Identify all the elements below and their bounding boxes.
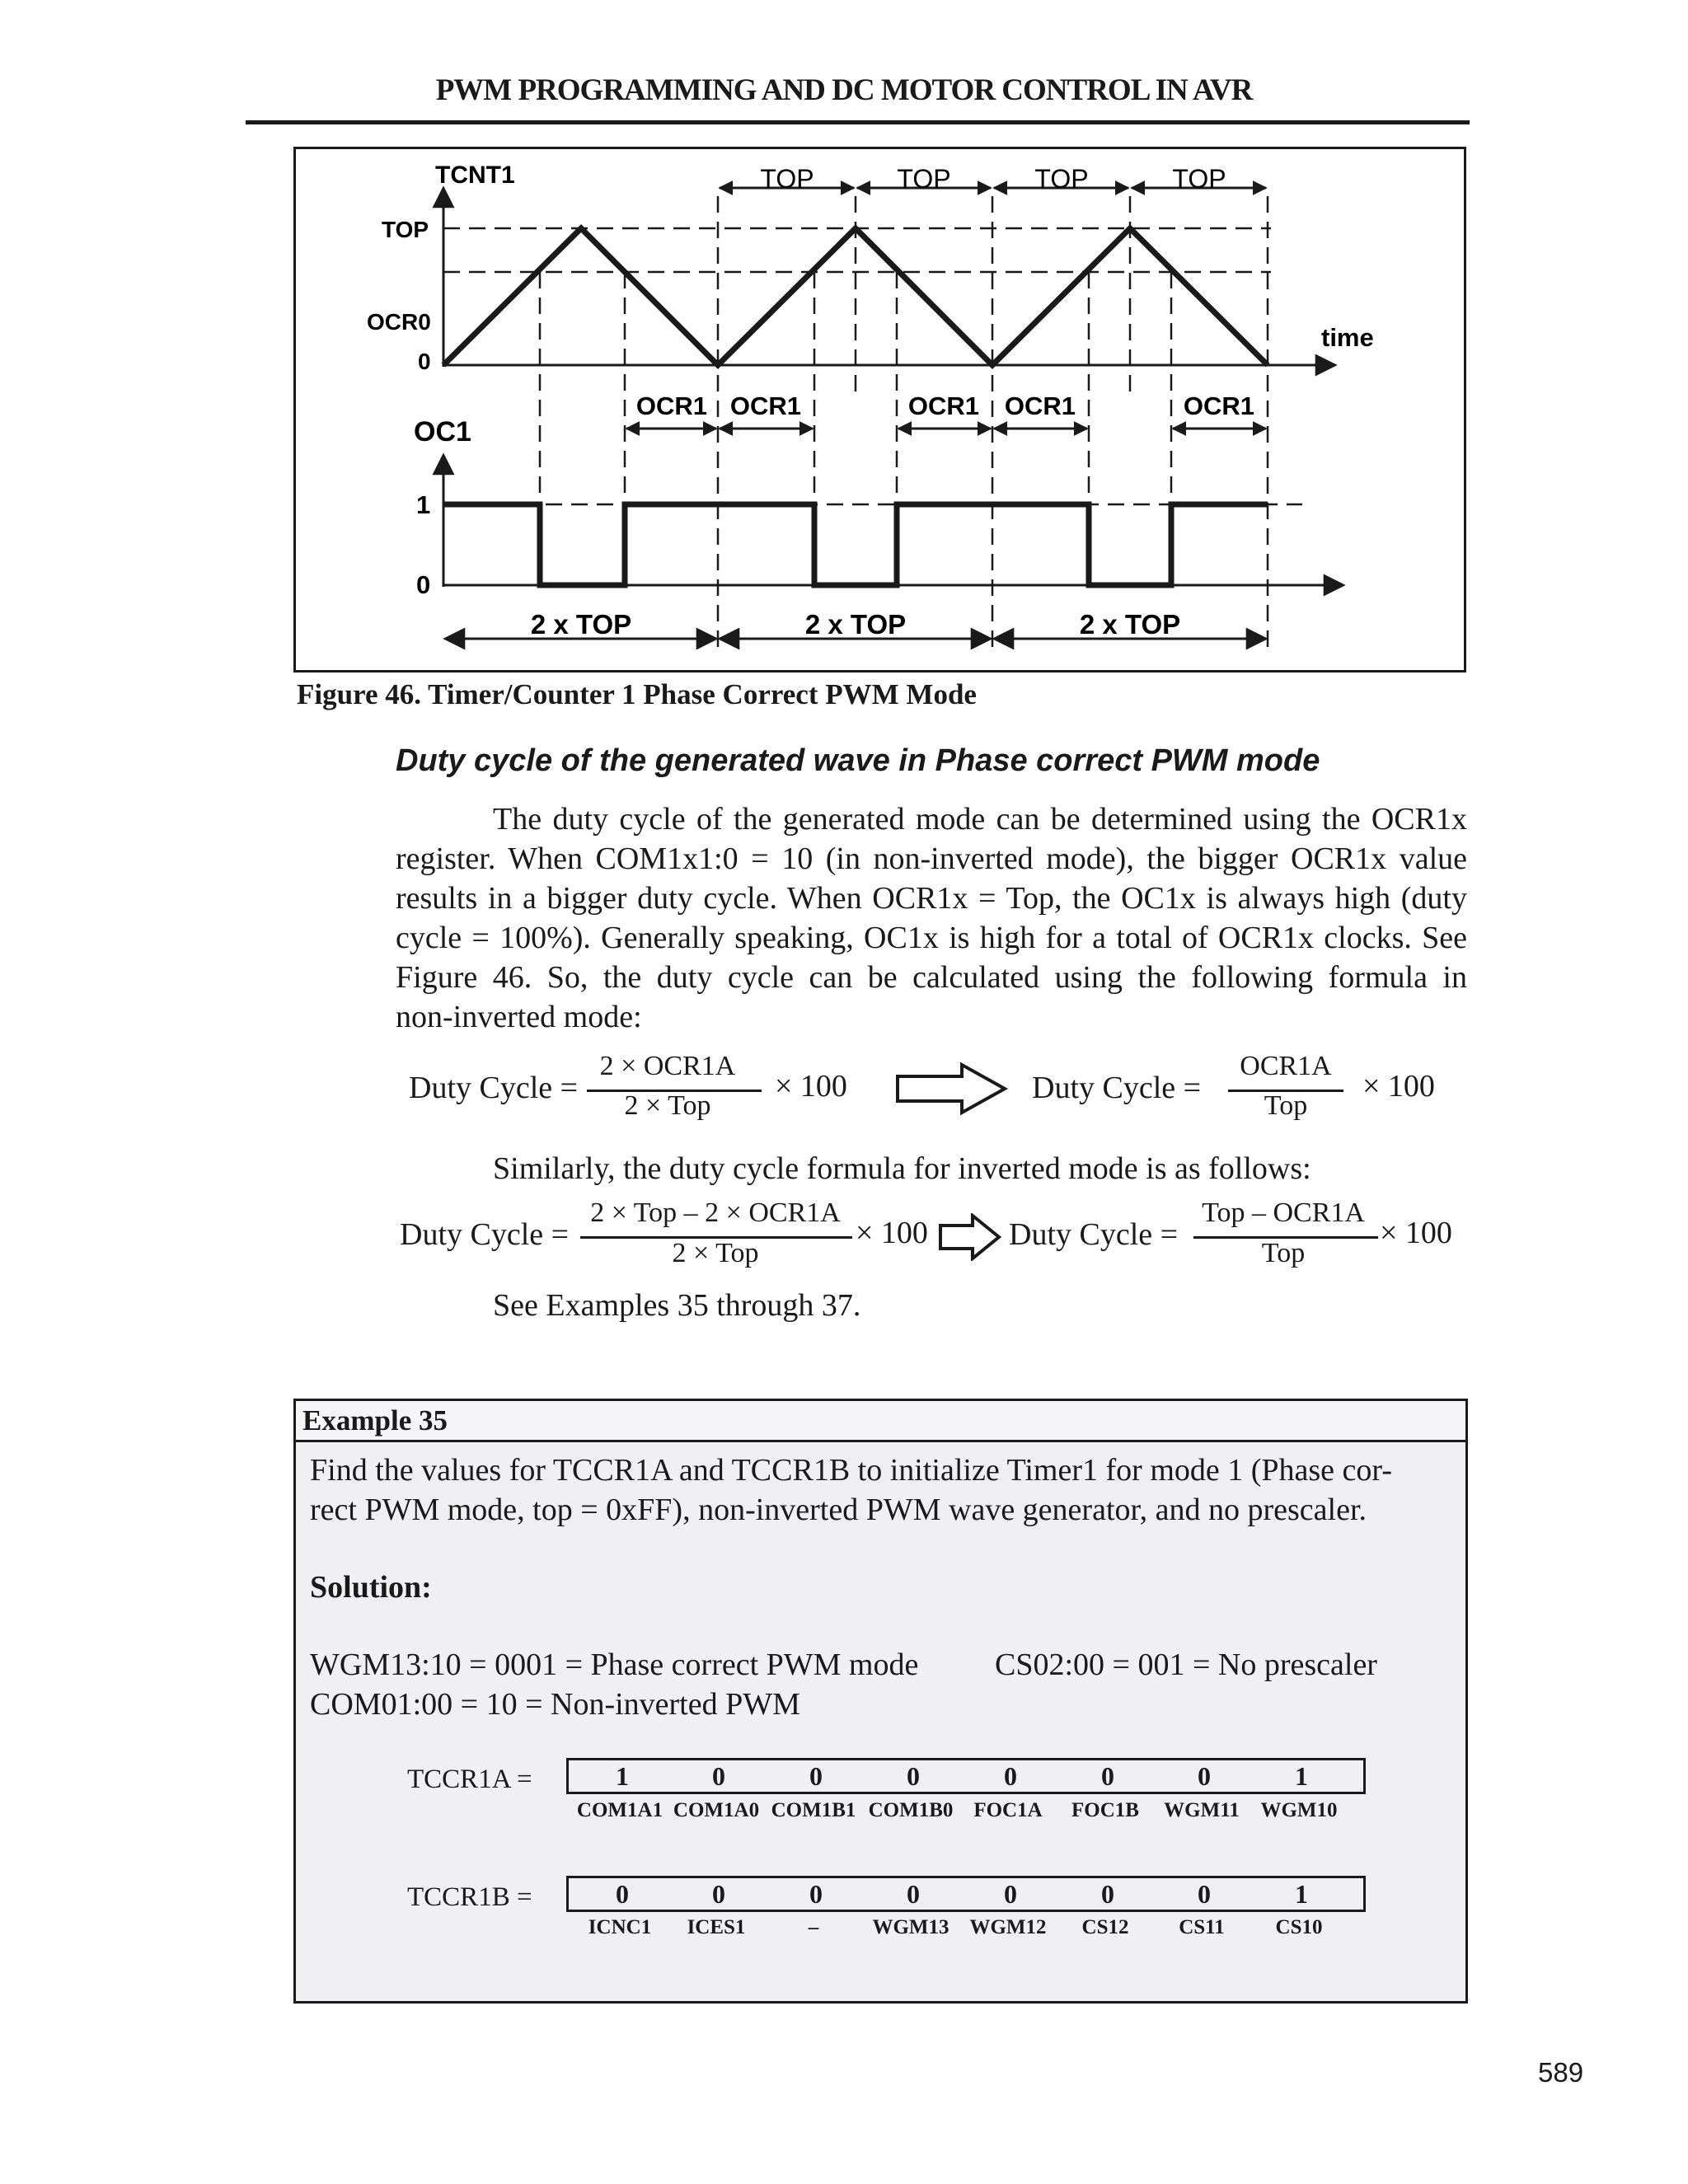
- formula-denominator: 2 × Top: [624, 1090, 711, 1121]
- paragraph-line: results in a bigger duty cycle. When OCR1x = Top, the OC1x is always high (duty: [396, 881, 1467, 916]
- bit-name: WGM11: [1164, 1799, 1240, 1821]
- inverted-intro: Similarly, the duty cycle formula for inverted mode is as follows:: [493, 1151, 1311, 1186]
- tccr1a-register: [566, 1758, 1366, 1794]
- bit-name: COM1B0: [868, 1799, 954, 1821]
- tccr1b-bit-names: [566, 1916, 1366, 1943]
- paragraph-line: The duty cycle of the generated mode can be determined using the OCR1x: [493, 802, 1467, 837]
- tccr1b-label: TCCR1B =: [407, 1882, 532, 1912]
- bit-name: COM1A0: [673, 1799, 760, 1821]
- time-label: time: [1321, 323, 1374, 352]
- tccr1a-label: TCCR1A =: [407, 1765, 532, 1794]
- register-bit: 0: [712, 1761, 725, 1791]
- register-bit: 0: [809, 1761, 823, 1791]
- paragraph-line: non-inverted mode:: [396, 1000, 642, 1034]
- formula-multiplier: × 100: [1380, 1216, 1452, 1250]
- bit-name: –: [808, 1916, 819, 1938]
- register-bit: 1: [1295, 1761, 1308, 1791]
- top-span-label: TOP: [760, 164, 814, 194]
- ocr1-label: OCR1: [635, 391, 708, 420]
- pwm-timing-diagram: [0, 0, 1688, 684]
- bit-name: CS11: [1179, 1916, 1225, 1938]
- formula-lhs: Duty Cycle =: [1009, 1217, 1179, 1252]
- oc1-square-wave: [443, 504, 1268, 585]
- register-bit: 0: [809, 1879, 823, 1909]
- ocr1-label: OCR1: [1183, 391, 1255, 420]
- formula-denominator: Top: [1261, 1238, 1306, 1268]
- bit-name: WGM12: [969, 1916, 1047, 1938]
- formula-numerator: 2 × OCR1A: [599, 1051, 736, 1081]
- top-axis-label: TOP: [382, 217, 429, 242]
- example-question: [310, 1451, 1456, 1530]
- bit-name: FOC1A: [973, 1799, 1043, 1821]
- bit-name: COM1A1: [576, 1799, 663, 1821]
- period-label: 2 x TOP: [1079, 609, 1181, 640]
- bit-name: WGM13: [872, 1916, 950, 1938]
- com-line: COM01:00 = 10 = Non-inverted PWM: [310, 1687, 800, 1722]
- zero-label: 0: [418, 349, 431, 374]
- oc1-low-label: 0: [416, 570, 431, 599]
- register-bit: 1: [1295, 1879, 1308, 1909]
- period-label: 2 x TOP: [804, 609, 907, 640]
- register-bit: 0: [1004, 1761, 1017, 1791]
- bit-name: CS12: [1081, 1916, 1129, 1938]
- bit-name: ICES1: [687, 1916, 746, 1938]
- formula-multiplier: × 100: [1362, 1069, 1435, 1104]
- formula-multiplier: × 100: [775, 1069, 847, 1104]
- register-bit: 1: [616, 1761, 629, 1791]
- figure-caption: Figure 46. Timer/Counter 1 Phase Correct PWM Mode: [297, 678, 977, 710]
- bit-name: FOC1B: [1071, 1799, 1139, 1821]
- bit-name: WGM10: [1260, 1799, 1338, 1821]
- register-bit: 0: [1198, 1879, 1211, 1909]
- register-bit: 0: [1004, 1879, 1017, 1909]
- period-label: 2 x TOP: [530, 609, 632, 640]
- register-bit: 0: [1101, 1761, 1114, 1791]
- oc1-label: OC1: [414, 416, 471, 448]
- question-line: Find the values for TCCR1A and TCCR1B to initialize Timer1 for mode 1 (Phase cor-: [310, 1453, 1392, 1488]
- wgm-line: WGM13:10 = 0001 = Phase correct PWM mode: [310, 1647, 919, 1682]
- register-bit: 0: [907, 1879, 920, 1909]
- register-bit: 0: [1101, 1879, 1114, 1909]
- implies-arrow-icon: [894, 1062, 1010, 1116]
- formula-numerator: Top – OCR1A: [1202, 1197, 1365, 1228]
- formula-numerator: 2 × Top – 2 × OCR1A: [590, 1197, 841, 1228]
- tccr1a-bit-names: [566, 1799, 1366, 1825]
- ocr1-label: OCR1: [1004, 391, 1076, 420]
- top-span-label: TOP: [897, 164, 951, 194]
- tccr1b-register: [566, 1876, 1366, 1912]
- example-title: Example 35: [302, 1404, 448, 1436]
- top-span-label: TOP: [1034, 164, 1089, 194]
- paragraph-line: Figure 46. So, the duty cycle can be calculated using the following formula in: [396, 960, 1467, 995]
- register-bit: 0: [1198, 1761, 1211, 1791]
- running-header: PWM PROGRAMMING AND DC MOTOR CONTROL IN AVR: [435, 73, 1253, 107]
- bit-name: CS10: [1275, 1916, 1323, 1938]
- page-number: 589: [1538, 2057, 1584, 2088]
- formula-multiplier: × 100: [856, 1216, 928, 1250]
- body-paragraph: [396, 799, 1467, 1037]
- ocr1-label: OCR1: [907, 391, 980, 420]
- example-header: [296, 1401, 1465, 1442]
- paragraph-line: cycle = 100%). Generally speaking, OC1x is high for a total of OCR1x clocks. See: [396, 921, 1467, 955]
- top-span-label: TOP: [1172, 164, 1226, 194]
- cs-line: CS02:00 = 001 = No prescaler: [995, 1647, 1377, 1682]
- formula-lhs: Duty Cycle =: [1032, 1071, 1202, 1105]
- ocr0-label: OCR0: [367, 309, 431, 335]
- formula-lhs: Duty Cycle =: [409, 1071, 579, 1105]
- formula-denominator: 2 × Top: [672, 1238, 759, 1268]
- formula-lhs: Duty Cycle =: [400, 1217, 570, 1252]
- bit-name: COM1B1: [771, 1799, 856, 1821]
- see-examples: See Examples 35 through 37.: [493, 1288, 861, 1323]
- solution-label: Solution:: [310, 1570, 432, 1605]
- question-line: rect PWM mode, top = 0xFF), non-inverted PWM wave generator, and no prescaler.: [310, 1493, 1367, 1527]
- paragraph-line: register. When COM1x1:0 = 10 (in non-inverted mode), the bigger OCR1x value: [396, 841, 1467, 876]
- register-bit: 0: [616, 1879, 629, 1909]
- section-title: Duty cycle of the generated wave in Phase correct PWM mode: [396, 743, 1320, 778]
- formula-denominator: Top: [1264, 1090, 1308, 1121]
- register-bit: 0: [712, 1879, 725, 1909]
- formula-numerator: OCR1A: [1240, 1051, 1332, 1081]
- implies-arrow-icon: [938, 1213, 1002, 1261]
- bit-name: ICNC1: [588, 1916, 652, 1938]
- ocr1-label: OCR1: [729, 391, 802, 420]
- oc1-high-label: 1: [416, 490, 431, 519]
- register-bit: 0: [907, 1761, 920, 1791]
- tcnt1-label: TCNT1: [435, 162, 515, 189]
